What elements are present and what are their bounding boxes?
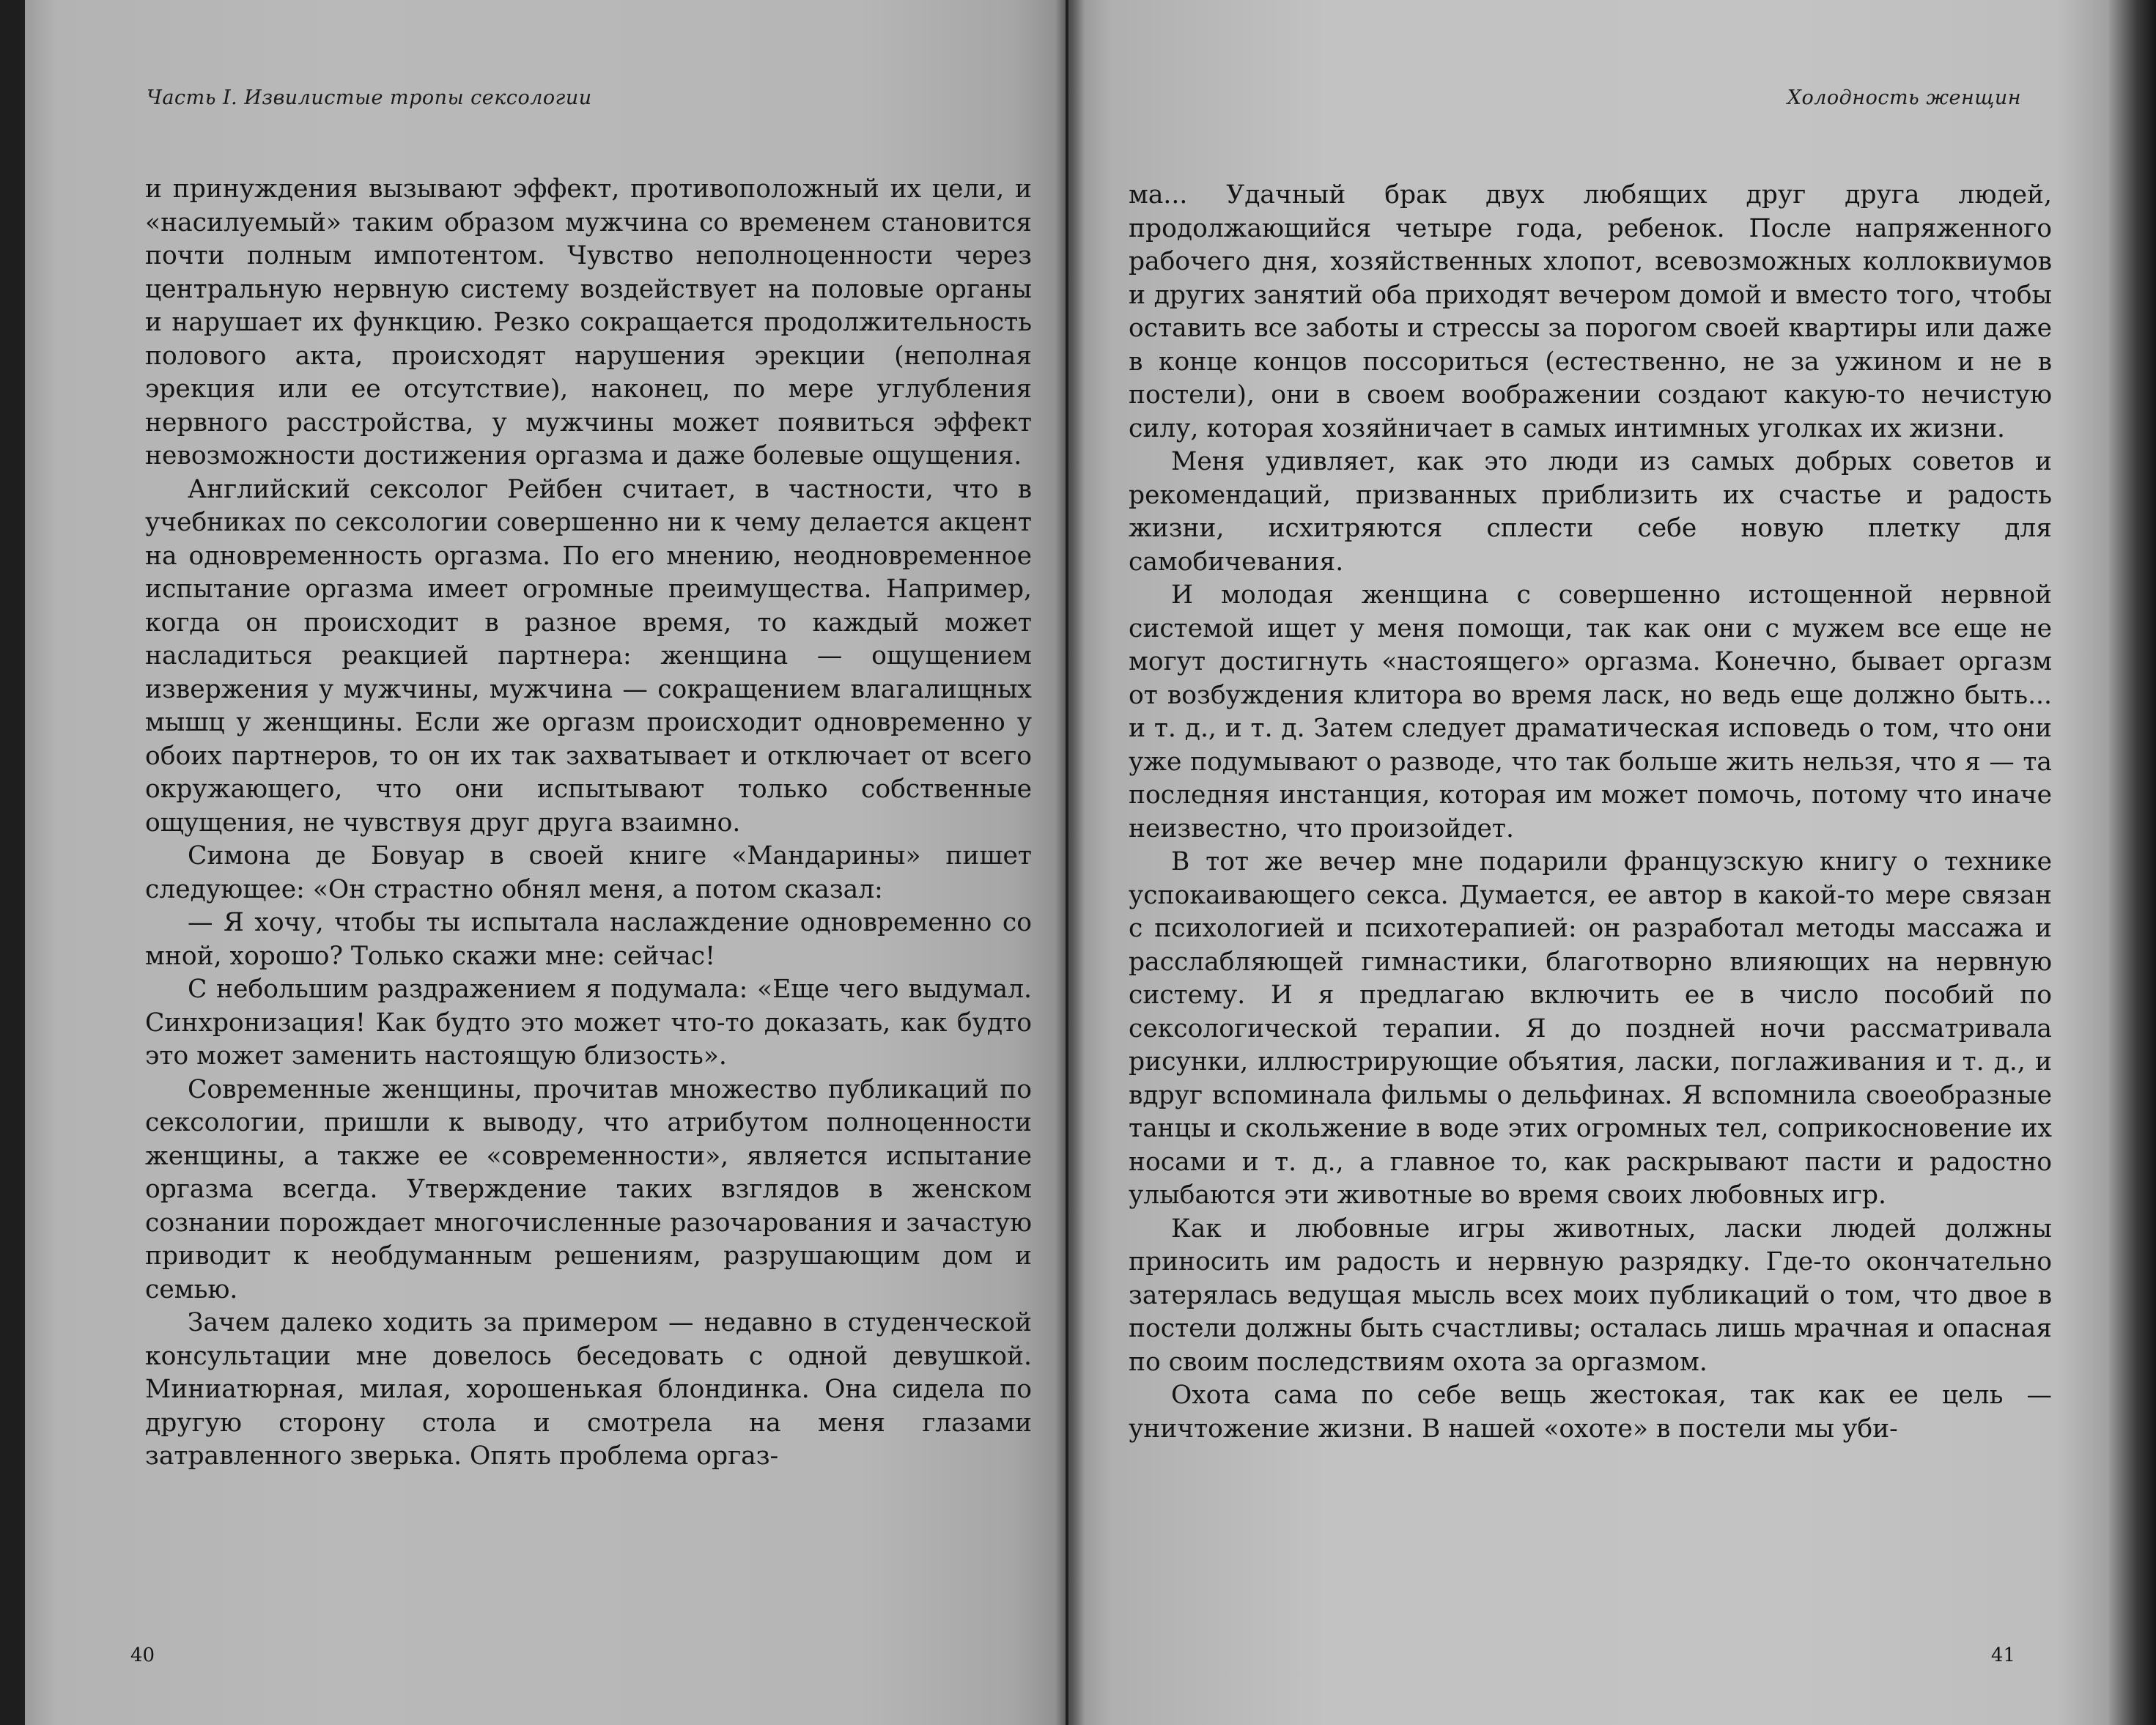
right-page-number: 41 [1990,1644,2015,1666]
left-page-number: 40 [130,1644,155,1666]
left-text-block [145,173,1032,1474]
right-paragraph-5: Как и любовные игры животных, ласки людей должны приносить им радость и нервную разрядку. Где-то окончательно затерялась ведущая мысль всех моих публикаций о том, что двое в постели должны быть счастливы; осталась лишь мрачная и опасная по своим последствиям охота за оргазмом. [1129,1214,2052,1377]
book-gutter [1055,0,1085,1725]
right-text-block [1129,179,2052,1446]
right-paragraph-6: Охота сама по себе вещь жестокая, так как ее цель — уничтожение жизни. В нашей «охоте» в постели мы уби- [1129,1381,2052,1444]
right-paragraph-4: В тот же вечер мне подарили французскую книгу о технике успокаивающего секса. Думается, ее автор в какой-то мере связан с психологией и психотерапией: он разработал методы массажа и расслабляющей гимнастики, благотворно влияющих на нервную систему. И я предлагаю включить ее в число пособий по сексологической терапии. Я до поздней ночи рассматривала рисунки, иллюстрирующие объятия, ласки, поглаживания и т. д., и вдруг вспоминала фильмы о дельфинах. Я вспомнила своеобразные танцы и скольжение в воде этих огромных тел, соприкосновение их носами и т. д., а главное то, как раскрывают пасти и радостно улыбаются эти животные во время своих любовных игр. [1129,847,2052,1210]
left-paragraph-4: — Я хочу, чтобы ты испытала наслаждение одновременно со мной, хорошо? Только скажи мне: сейчас! [145,908,1032,971]
left-paragraph-3: Симона де Бовуар в своей книге «Мандарины» пишет следующее: «Он страстно обнял меня, а потом сказал: [145,841,1032,904]
right-running-head: Холодность женщин [1787,86,2021,109]
left-paragraph-6: Современные женщины, прочитав множество публикаций по сексологии, пришли к выводу, что атрибутом полноценности женщины, а также ее «современности», является испытание оргазма всегда. Утверждение таких взглядов в женском сознании порождает многочисленные разочарования и зачастую приводит к необдуманным решениям, разрушающим дом и семью. [145,1074,1032,1304]
left-running-head: Часть I. Извилистые тропы сексологии [147,86,592,109]
left-paragraph-2: Английский сексолог Рейбен считает, в частности, что в учебниках по сексологии совершенно ни к чему делается акцент на одновременность оргазма. По его мнению, неодновременное испытание оргазма имеет огромные преимущества. Например, когда он происходит в разное время, то каждый может насладиться реакцией партнера: женщина — ощущением извержения у мужчины, мужчина — сокращением влагалищных мышц у женщины. Если же оргазм происходит одновременно у обоих партнеров, то он их так захватывает и отключает от всего окружающего, что они испытывают только собственные ощущения, не чувствуя друг друга взаимно. [145,474,1032,838]
right-paragraph-3: И молодая женщина с совершенно истощенной нервной системой ищет у меня помощи, так как они с мужем все еще не могут достигнуть «настоящего» оргазма. Конечно, бывает оргазм от возбуждения клитора во время ласк, но ведь еще должно быть... и т. д., и т. д. Затем следует драматическая исповедь о том, что они уже подумывают о разводе, что так больше жить нельзя, что я — та последняя инстанция, которая им может помочь, потому что иначе неизвестно, что произойдет. [1129,580,2052,843]
left-paragraph-5: С небольшим раздражением я подумала: «Еще чего выдумал. Синхронизация! Как будто это может что-то доказать, как будто это может заменить настоящую близость». [145,975,1032,1071]
left-page [25,0,1066,1725]
right-paragraph-2: Меня удивляет, как это люди из самых добрых советов и рекомендаций, призванных приблизить их счастье и радость жизни, исхитряются сплести себе новую плетку для самобичевания. [1129,447,2052,577]
left-paragraph-1: и принуждения вызывают эффект, противоположный их цели, и «насилуемый» таким образом мужчина со временем становится почти полным импотентом. Чувство неполноценности через центральную нервную систему воздействует на половые органы и нарушает их функцию. Резко сокращается продолжительность полового акта, происходят нарушения эрекции (неполная эрекция или ее отсутствие), наконец, по мере углубления нервного расстройства, у мужчины может появиться эффект невозможности достижения оргазма и даже болевые ощущения. [145,174,1032,470]
right-page [1068,0,2109,1725]
left-paragraph-7: Зачем далеко ходить за примером — недавно в студенческой консультации мне довелось беседовать с одной девушкой. Миниатюрная, милая, хорошенькая блондинка. Она сидела по другую сторону стола и смотрела на меня глазами затравленного зверька. Опять проблема оргаз- [145,1308,1032,1471]
book-edge [2109,0,2156,1725]
right-paragraph-1: ма... Удачный брак двух любящих друг друга людей, продолжающийся четыре года, ребенок. После напряженного рабочего дня, хозяйственных хлопот, всевозможных коллоквиумов и других занятий оба приходят вечером домой и вместо того, чтобы оставить все заботы и стрессы за порогом своей квартиры или даже в конце концов поссориться (естественно, не за ужином и не в постели), они в своем воображении создают какую-то нечистую силу, которая хозяйничает в самых интимных уголках их жизни. [1129,180,2052,443]
